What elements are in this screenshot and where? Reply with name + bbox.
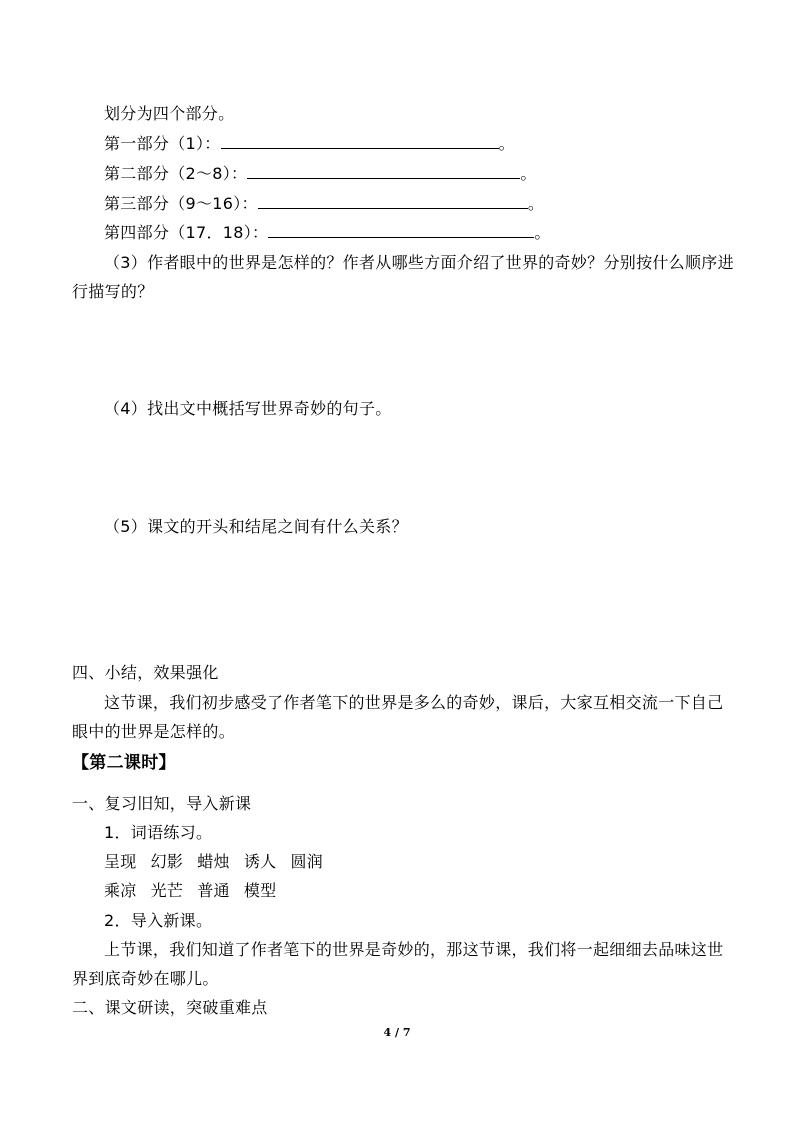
vocabulary-item: 1．词语练习。 (104, 823, 213, 842)
part-two-label: 第二部分（2～8）： (104, 164, 248, 183)
question-5: （5）课文的开头和结尾之间有什么关系？ (104, 517, 408, 536)
lesson-2-section-2-heading: 二、课文研读，突破重难点 (72, 998, 268, 1017)
vocabulary-row-1 (104, 852, 337, 872)
part-division-intro: 划分为四个部分。 (104, 104, 235, 123)
part-one-line (104, 134, 515, 154)
part-three-end: 。 (527, 194, 545, 213)
part-two-end: 。 (520, 164, 537, 183)
part-three-line (104, 194, 544, 214)
section-4-heading: 四、小结，效果强化 (72, 663, 219, 682)
section-4-paragraph-line-2: 眼中的世界是怎样的。 (72, 722, 236, 741)
word: 诱人 (243, 852, 277, 871)
part-four-blank (268, 225, 534, 238)
lesson-2-title: 【第二课时】 (72, 753, 176, 773)
question-3-line-1: （3）作者眼中的世界是怎样的？作者从哪些方面介绍了世界的奇妙？分别按什么顺序进 (104, 253, 734, 272)
word: 幻影 (150, 852, 184, 871)
lesson-2-paragraph-line-1: 上节课，我们知道了作者笔下的世界是奇妙的，那这节课，我们将一起细细去品味这世 (104, 940, 724, 959)
part-two-line (104, 164, 537, 184)
section-4-paragraph-line-1: 这节课，我们初步感受了作者笔下的世界是多么的奇妙，课后，大家互相交流一下自己 (104, 693, 724, 712)
page-number: 4 / 7 (383, 1026, 411, 1039)
part-four-label: 第四部分（17．18）： (104, 223, 269, 242)
lesson-2-paragraph-line-2: 界到底奇妙在哪儿。 (72, 969, 219, 988)
part-one-label: 第一部分（1）： (104, 134, 221, 153)
question-4: （4）找出文中概括写世界奇妙的句子。 (104, 399, 392, 418)
part-three-blank (258, 196, 528, 209)
vocabulary-row-2 (104, 881, 290, 901)
word: 普通 (197, 881, 230, 900)
part-one-end: 。 (498, 134, 515, 153)
part-four-end: 。 (534, 223, 551, 242)
question-3-line-2: 行描写的？ (72, 282, 154, 301)
word: 模型 (243, 881, 277, 900)
part-one-blank (221, 136, 499, 149)
intro-item: 2．导入新课。 (104, 911, 213, 930)
lesson-2-section-1-heading: 一、复习旧知，导入新课 (72, 794, 252, 813)
part-three-label: 第三部分（9～16）： (104, 194, 258, 213)
word: 蜡烛 (197, 852, 230, 871)
part-four-line (104, 223, 551, 243)
word: 乘凉 (104, 881, 137, 900)
word: 圆润 (290, 852, 324, 871)
word: 光芒 (150, 881, 184, 900)
part-two-blank (247, 166, 520, 179)
word: 呈现 (104, 852, 137, 871)
